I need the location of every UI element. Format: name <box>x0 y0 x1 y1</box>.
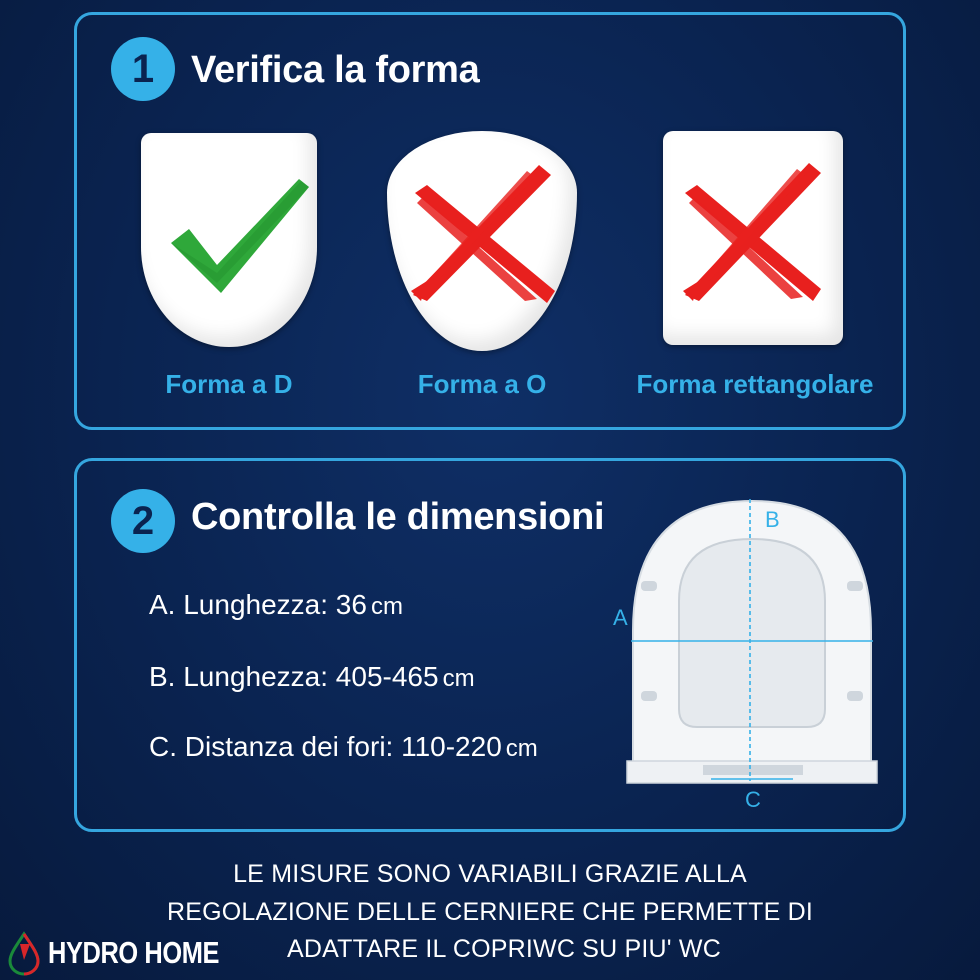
rectangular-seat <box>663 131 843 345</box>
d-shape-seat <box>141 133 317 347</box>
dimension-c-text: C. Distanza dei fori: 110-220 <box>149 731 502 762</box>
brand-logo <box>2 930 257 976</box>
footer-note-line-2: REGOLAZIONE DELLE CERNIERE CHE PERMETTE DI <box>166 898 814 926</box>
diagram-label-b: B <box>765 507 780 532</box>
dimension-a <box>149 589 403 621</box>
seat-dimension-diagram <box>613 481 887 812</box>
shape-check-panel <box>74 12 906 430</box>
step-number-badge: 2 <box>111 489 175 553</box>
brand-drop-icon <box>2 930 46 976</box>
brand-name: HYDRO HOME <box>48 935 220 970</box>
step-title: Verifica la forma <box>191 49 480 91</box>
step-number-badge: 1 <box>111 37 175 101</box>
dimension-c <box>149 731 538 763</box>
dimension-b-text: B. Lunghezza: 405-465 <box>149 661 439 692</box>
dimensions-panel <box>74 458 906 832</box>
shape-label-rectangular: Forma rettangolare <box>636 369 874 399</box>
o-shape-seat <box>387 131 577 351</box>
shape-label-d: Forma a D <box>165 369 293 399</box>
dimension-b <box>149 661 475 693</box>
check-icon <box>141 133 317 347</box>
shape-label-o: Forma a O <box>417 369 547 399</box>
footer-note-line-3: ADATTARE IL COPRIWC SU PIU' WC <box>287 935 721 963</box>
footer-note-line-1: LE MISURE SONO VARIABILI GRAZIE ALLA <box>233 860 747 888</box>
cross-icon <box>387 131 577 351</box>
diagram-label-a: A <box>613 605 628 630</box>
step-title: Controlla le dimensioni <box>191 496 605 538</box>
dimension-a-unit: cm <box>370 593 403 620</box>
diagram-label-c: C <box>745 787 761 812</box>
dimension-c-unit: cm <box>505 735 538 762</box>
dimension-b-unit: cm <box>442 665 475 692</box>
cross-icon <box>663 131 843 345</box>
dimension-a-text: A. Lunghezza: 36 <box>149 589 367 620</box>
